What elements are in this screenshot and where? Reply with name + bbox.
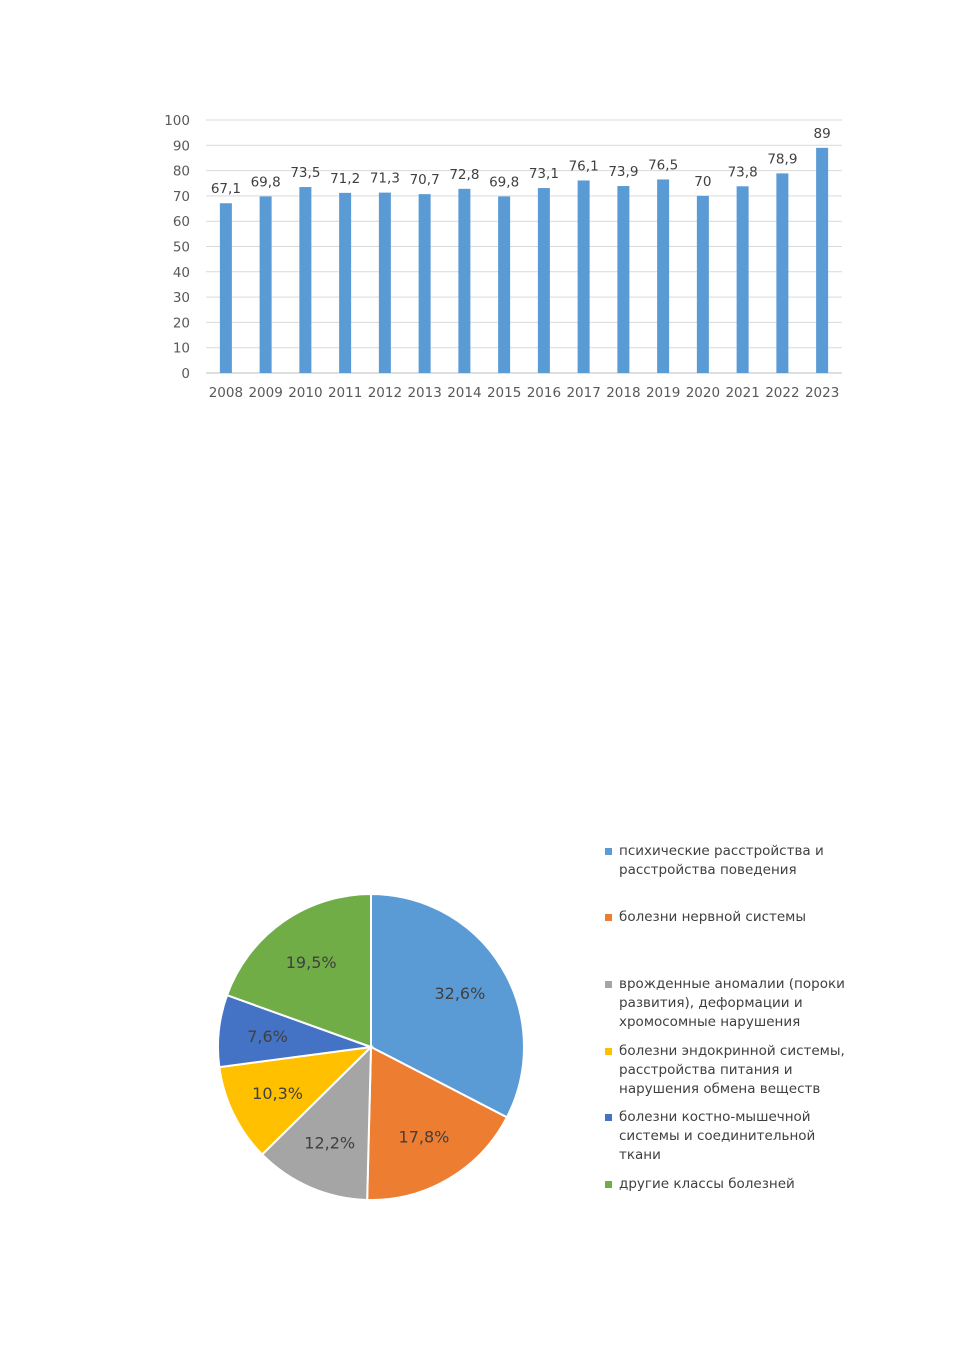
x-tick-label: 2009	[248, 385, 283, 401]
legend-label: болезни нервной системы	[619, 909, 807, 925]
x-tick-label: 2013	[407, 385, 442, 401]
y-tick-label: 40	[172, 264, 190, 281]
legend-item	[605, 1175, 845, 1194]
data-label: 69,8	[489, 174, 520, 191]
legend-label: психические расстройства и расстройства поведения	[619, 843, 824, 878]
legend-swatch	[605, 981, 612, 988]
data-label: 76,1	[568, 158, 599, 175]
data-label: 78,9	[767, 151, 798, 168]
data-label: 71,3	[369, 170, 400, 187]
x-tick-label: 2023	[804, 385, 840, 401]
y-tick-label: 70	[172, 188, 190, 205]
x-tick-label: 2008	[208, 385, 244, 401]
legend-item	[605, 1108, 845, 1165]
y-tick-label: 30	[172, 290, 190, 307]
slice-label: 10,3%	[252, 1083, 303, 1103]
y-tick-label: 80	[172, 163, 190, 180]
y-tick-label: 10	[172, 340, 190, 357]
y-tick-label: 0	[181, 366, 190, 382]
legend-label: болезни костно-мышечной системы и соединительной ткани	[619, 1109, 816, 1163]
legend-swatch	[605, 914, 612, 921]
x-tick-label: 2011	[327, 385, 363, 401]
legend-item	[605, 975, 845, 1032]
x-tick-label: 2015	[486, 385, 522, 401]
x-tick-label: 2010	[288, 385, 323, 401]
legend-item	[605, 842, 845, 880]
data-label: 69,8	[250, 174, 281, 191]
legend-item	[605, 908, 845, 927]
legend-swatch	[605, 1114, 612, 1121]
x-tick-label: 2017	[566, 385, 601, 401]
data-label: 67,1	[210, 181, 241, 198]
data-label: 89	[813, 125, 831, 142]
data-label: 71,2	[330, 170, 361, 187]
x-tick-label: 2019	[645, 385, 681, 401]
slice-label: 12,2%	[304, 1133, 356, 1153]
x-tick-label: 2022	[765, 385, 800, 401]
data-label: 73,1	[528, 166, 559, 183]
y-tick-label: 50	[172, 239, 190, 256]
slice-label: 7,6%	[247, 1026, 288, 1046]
data-label: 73,5	[290, 165, 321, 182]
legend-swatch	[605, 1048, 612, 1055]
data-label: 73,8	[727, 164, 758, 181]
data-label: 72,8	[449, 166, 480, 183]
data-label: 70	[694, 173, 712, 190]
y-tick-label: 20	[172, 315, 190, 332]
data-label: 73,9	[608, 164, 639, 181]
x-tick-label: 2020	[685, 385, 721, 401]
legend-label: болезни эндокринной системы, расстройства питания и нарушения обмена веществ	[619, 1043, 845, 1097]
x-tick-label: 2014	[447, 385, 482, 401]
y-tick-label: 60	[172, 214, 190, 231]
legend-label: другие классы болезней	[619, 1176, 795, 1192]
y-tick-label: 100	[164, 113, 190, 129]
slice-label: 19,5%	[285, 952, 337, 972]
x-tick-label: 2018	[606, 385, 641, 401]
x-tick-label: 2012	[367, 385, 403, 401]
y-tick-label: 90	[172, 138, 190, 155]
legend-swatch	[605, 1181, 612, 1188]
slice-label: 17,8%	[398, 1127, 450, 1147]
x-tick-label: 2021	[725, 385, 760, 401]
legend-item	[605, 1042, 845, 1099]
legend-swatch	[605, 848, 612, 855]
data-label: 70,7	[409, 172, 440, 189]
legend-label: врожденные аномалии (пороки развития), деформации и хромосомные нарушения	[619, 976, 845, 1030]
x-tick-label: 2016	[526, 385, 562, 401]
data-label: 76,5	[648, 157, 679, 174]
slice-label: 32,6%	[434, 983, 486, 1003]
